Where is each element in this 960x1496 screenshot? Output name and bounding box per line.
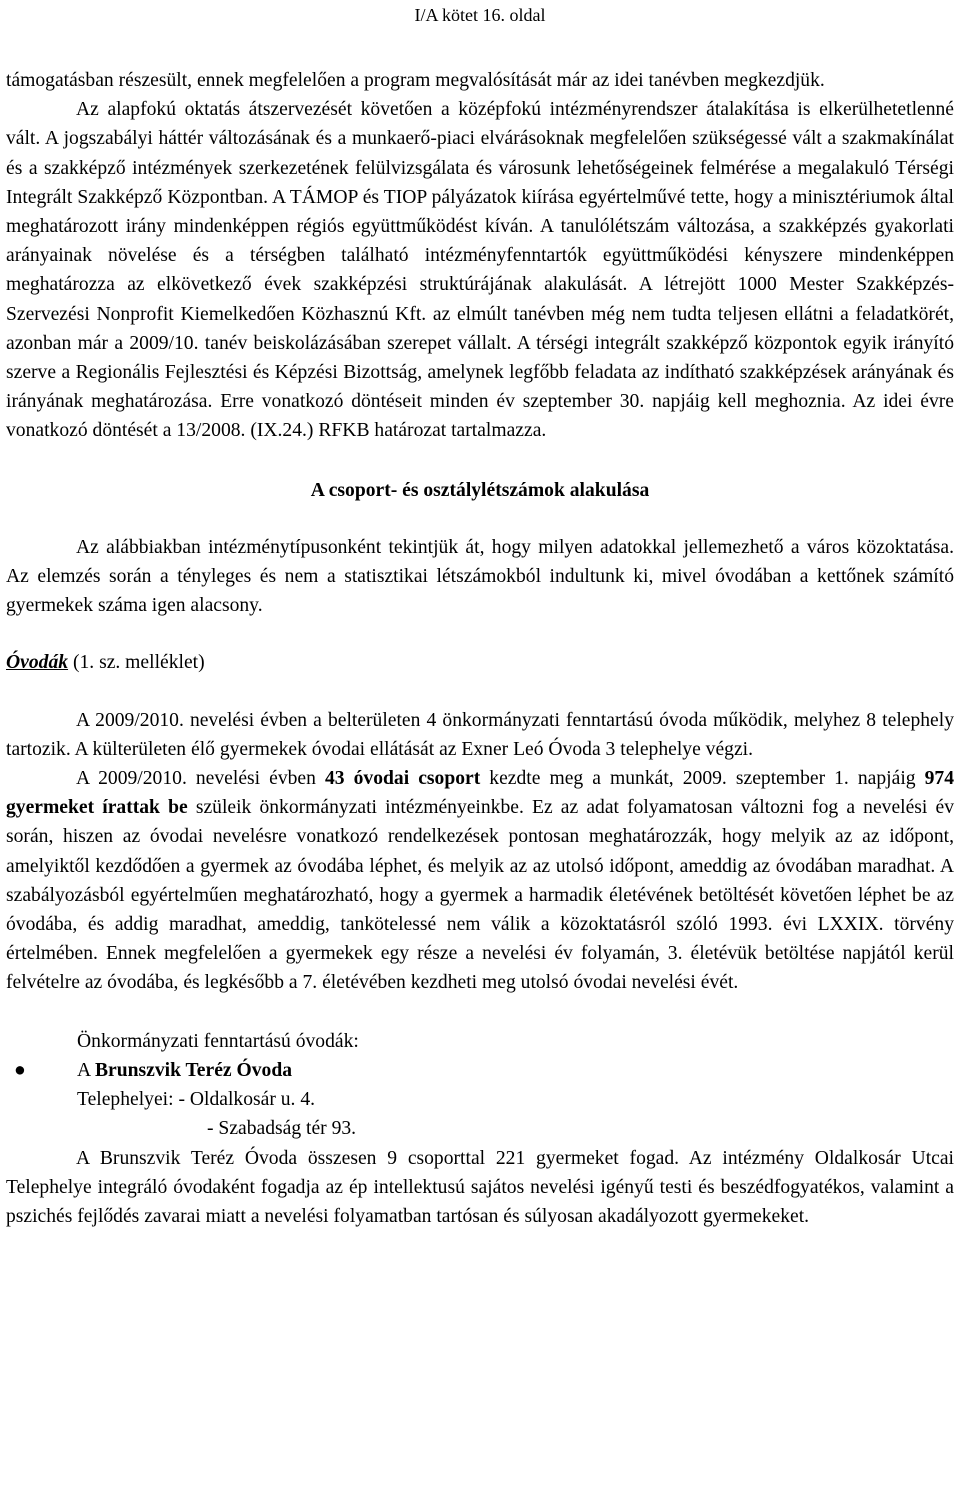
paragraph-5 [6, 764, 954, 998]
subsection-ref: (1. sz. melléklet) [68, 652, 205, 674]
bullet-icon: ● [14, 1059, 26, 1081]
paragraph-1: támogatásban részesült, ennek megfelelően a program megvalósítását már az idei tanévben megkezdjük. [6, 70, 825, 91]
subsection-name: Óvodák [6, 652, 69, 674]
list-intro: Önkormányzati fenntartású óvodák: [77, 1030, 359, 1052]
subsection-title [6, 648, 954, 677]
p5-text-a: A 2009/2010. nevelési évben [76, 768, 325, 790]
paragraph-4: A 2009/2010. nevelési évben a belterületen 4 önkormányzati fenntartású óvoda működik, melyhez 8 telephely tartozik. A külterületen élő gyermekek óvodai ellátását az Exner Leó Óvoda 3 telephelye végzi. [6, 709, 954, 760]
sites-line-1: Telephelyei: - Oldalkosár u. 4. [77, 1089, 316, 1111]
paragraph-6: A Brunszvik Teréz Óvoda összesen 9 csoporttal 221 gyermeket fogad. Az intézmény Oldalkosár Utcai Telephelye integráló óvodaként fogadja az ép intellektusú sajátos nevelési igényű testi és beszédfogyatékos, valamint a pszichés fejlődés zavarai miatt a nevelési folyamatban tartósan és súlyosan akadályozott gyermekeket. [6, 1147, 954, 1227]
paragraph-2: Az alapfokú oktatás átszervezését követően a középfokú intézményrendszer átalakítása is elkerülhetetlenné vált. A jogszabályi háttér változásának és a munkaerő-piaci elvárásoknak megfelelően szükségessé vált a szakmakínálat és a szakképző intézmények szerkezetének felülvizsgálata és városunk lehetőségeinek felmérése a megalakuló Térségi Integrált Szakképző Központban. A TÁMOP és TIOP pályázatok kiírása egyértelművé tette, hogy a minisztériumok által meghatározott irány mindenképpen régiós együttműködést kíván. A tanulólétszám változása, a szakképzés gyakorlati arányainak növelése és a térségben található intézményfenntartók együttműködési kényszere mindenképpen meghatározza az elkövetkező évek szakképzési struktúrájának alakulását. A létrejött 1000 Mester Szakképzés-Szervezési Nonprofit Kiemelkedően Közhasznú Kft. az elmúlt tanévben még nem tudta teljesen ellátni a feladatkörét, azonban már a 2009/10. tanév beiskolázásában szerepet vállalt. A térségi integrált szakképző központok egyik irányító szerve a Regionális Fejlesztési és Képzési Bizottság, amelynek legfőbb feladata az indítható szakképzések arányának és irányának meghatározása. Erre vonatkozó döntéseit minden év szeptember 30. napjáig kell meghoznia. Az idei évre vonatkozó döntését a 13/2008. (IX.24.) RFKB határozat tartalmazza. [6, 99, 954, 442]
list-item-name: Brunszvik Teréz Óvoda [94, 1059, 293, 1081]
sites-line-2: - Szabadság tér 93. [207, 1118, 357, 1140]
p5-text-c: kezdte meg a munkát, 2009. szeptember 1. napjáig [480, 768, 925, 790]
paragraph-3: Az alábbiakban intézménytípusonként tekintjük át, hogy milyen adatokkal jellemezhető a város közoktatása. Az elemzés során a tényleges és nem a statisztikai létszámokból indultunk ki, mivel óvodában a kettőnek számító gyermekek száma igen alacsony. [6, 536, 954, 617]
p5-bold-groups: 43 óvodai csoport [324, 768, 481, 790]
p5-bold-children: 974 gyermeket írattak be [6, 768, 955, 819]
p5-text-d: szüleik önkormányzati intézményeinkbe. Ez az adat folyamatosan változni fog a nevelési év során, hiszen az óvodai nevelésre vonatkozó rendelkezések pontosan meghatározzák, hogy melyik az az időpont, amelyiktől kezdődően a gyermek az óvodába léphet, és melyik az az utolsó időpont, ameddig az óvodában maradhat. A szabályozásból egyértelműen meghatározható, hogy a gyermek a harmadik életévének betöltését követően léphet be az óvodába, és addig maradhat, ameddig, tankötelessé nem válik a közoktatásról szóló 1993. évi LXXIX. törvény értelmében. Ennek megfelelően a gyermekek egy része a nevelési év folyamán, 3. életévük betöltése napjától kerül felvételre az óvodába, és legkésőbb a 7. életévében kezdheti meg utolsó óvodai nevelési évét. [6, 797, 954, 994]
page-header: I/A kötet 16. oldal [414, 5, 546, 25]
section-heading: A csoport- és osztálylétszámok alakulása [310, 479, 650, 501]
list-item-prefix: A [77, 1059, 95, 1081]
list-item [6, 1056, 954, 1085]
